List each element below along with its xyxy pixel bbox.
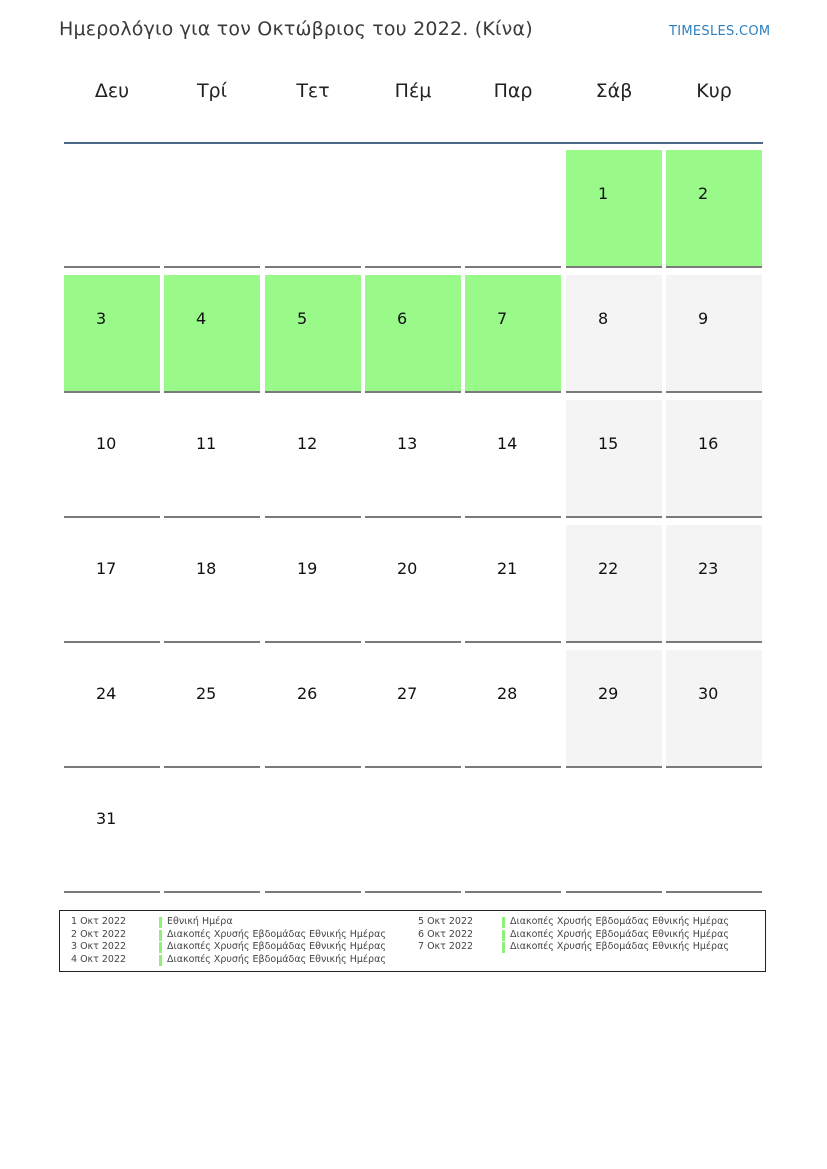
day-cell[interactable] <box>164 525 260 643</box>
legend-date: 3 Οκτ 2022 <box>71 941 127 953</box>
day-cell[interactable] <box>365 650 461 768</box>
empty-day-cell <box>666 775 762 893</box>
day-number: 21 <box>497 559 518 578</box>
day-number: 10 <box>96 434 117 453</box>
day-cell[interactable] <box>566 150 662 268</box>
legend-color-marker <box>159 942 162 953</box>
day-cell[interactable] <box>365 525 461 643</box>
legend-date: 2 Οκτ 2022 <box>71 928 127 940</box>
holiday-legend <box>59 910 766 972</box>
day-cell[interactable] <box>265 275 361 393</box>
day-cell[interactable] <box>465 650 561 768</box>
day-number: 17 <box>96 559 117 578</box>
day-number: 9 <box>698 309 709 328</box>
legend-color-marker <box>159 955 162 966</box>
empty-day-cell <box>465 775 561 893</box>
legend-color-marker <box>502 942 505 953</box>
empty-day-cell <box>465 150 561 268</box>
day-number: 27 <box>397 684 418 703</box>
day-cell[interactable] <box>265 650 361 768</box>
day-number: 2 <box>698 184 709 203</box>
legend-holiday-name: Διακοπές Χρυσής Εβδομάδας Εθνικής Ημέρας <box>510 916 729 927</box>
weekday-header <box>64 80 763 128</box>
empty-day-cell <box>566 775 662 893</box>
legend-holiday-name: Διακοπές Χρυσής Εβδομάδας Εθνικής Ημέρας <box>167 953 386 965</box>
day-number: 24 <box>96 684 117 703</box>
day-cell[interactable] <box>666 150 762 268</box>
day-cell[interactable] <box>465 400 561 518</box>
legend-color-marker <box>159 917 162 928</box>
day-cell[interactable] <box>666 275 762 393</box>
legend-holiday-name: Διακοπές Χρυσής Εβδομάδας Εθνικής Ημέρας <box>510 928 729 940</box>
day-number: 26 <box>297 684 318 703</box>
day-cell[interactable] <box>64 650 160 768</box>
legend-date: 7 Οκτ 2022 <box>418 941 474 953</box>
empty-day-cell <box>265 150 361 268</box>
day-number: 23 <box>698 559 719 578</box>
weekday-thu: Πέμ <box>394 80 432 102</box>
day-number: 7 <box>497 309 508 328</box>
day-cell[interactable] <box>566 650 662 768</box>
day-cell[interactable] <box>666 650 762 768</box>
weekday-fri: Παρ <box>493 80 533 102</box>
day-number: 16 <box>698 434 719 453</box>
weekday-mon: Δευ <box>94 80 130 102</box>
day-cell[interactable] <box>566 525 662 643</box>
day-cell[interactable] <box>365 275 461 393</box>
weekday-tue: Τρί <box>196 80 228 102</box>
day-cell[interactable] <box>566 400 662 518</box>
day-number: 12 <box>297 434 318 453</box>
day-number: 14 <box>497 434 518 453</box>
day-cell[interactable] <box>465 275 561 393</box>
day-cell[interactable] <box>365 400 461 518</box>
day-number: 8 <box>598 309 609 328</box>
weekday-sat: Σάβ <box>595 80 633 102</box>
day-number: 13 <box>397 434 418 453</box>
legend-color-marker <box>502 917 505 928</box>
day-number: 19 <box>297 559 318 578</box>
legend-holiday-name: Διακοπές Χρυσής Εβδομάδας Εθνικής Ημέρας <box>167 928 386 940</box>
day-cell[interactable] <box>666 525 762 643</box>
page-title: Ημερολόγιο για τον Οκτώβριος του 2022. (Κίνα) <box>59 18 533 40</box>
empty-day-cell <box>365 150 461 268</box>
day-cell[interactable] <box>64 525 160 643</box>
day-cell[interactable] <box>64 400 160 518</box>
legend-holiday-name: Εθνική Ημέρα <box>167 916 233 927</box>
day-number: 20 <box>397 559 418 578</box>
day-number: 15 <box>598 434 619 453</box>
empty-day-cell <box>365 775 461 893</box>
day-cell[interactable] <box>265 525 361 643</box>
empty-day-cell <box>164 775 260 893</box>
day-number: 29 <box>598 684 619 703</box>
day-number: 3 <box>96 309 107 328</box>
day-number: 5 <box>297 309 308 328</box>
day-cell[interactable] <box>566 275 662 393</box>
empty-day-cell <box>265 775 361 893</box>
day-number: 11 <box>196 434 217 453</box>
day-number: 6 <box>397 309 408 328</box>
legend-date: 1 Οκτ 2022 <box>71 916 127 927</box>
day-cell[interactable] <box>164 275 260 393</box>
day-cell[interactable] <box>64 775 160 893</box>
weekday-wed: Τετ <box>296 80 330 102</box>
day-cell[interactable] <box>465 525 561 643</box>
legend-holiday-name: Διακοπές Χρυσής Εβδομάδας Εθνικής Ημέρας <box>167 941 386 953</box>
weekday-sun: Κυρ <box>696 80 732 102</box>
day-number: 31 <box>96 809 117 828</box>
day-number: 25 <box>196 684 217 703</box>
day-number: 30 <box>698 684 719 703</box>
day-number: 22 <box>598 559 619 578</box>
legend-date: 5 Οκτ 2022 <box>418 916 474 927</box>
day-number: 28 <box>497 684 518 703</box>
brand-link[interactable]: TIMESLES.COM <box>669 24 771 39</box>
day-cell[interactable] <box>164 650 260 768</box>
day-number: 4 <box>196 309 207 328</box>
legend-holiday-name: Διακοπές Χρυσής Εβδομάδας Εθνικής Ημέρας <box>510 941 729 953</box>
day-number: 18 <box>196 559 217 578</box>
empty-day-cell <box>164 150 260 268</box>
day-cell[interactable] <box>666 400 762 518</box>
header-divider <box>64 142 763 144</box>
legend-date: 6 Οκτ 2022 <box>418 928 474 940</box>
day-cell[interactable] <box>164 400 260 518</box>
legend-color-marker <box>502 930 505 941</box>
day-cell[interactable] <box>265 400 361 518</box>
day-number: 1 <box>598 184 609 203</box>
legend-color-marker <box>159 930 162 941</box>
empty-day-cell <box>64 150 160 268</box>
legend-date: 4 Οκτ 2022 <box>71 953 127 965</box>
day-cell[interactable] <box>64 275 160 393</box>
